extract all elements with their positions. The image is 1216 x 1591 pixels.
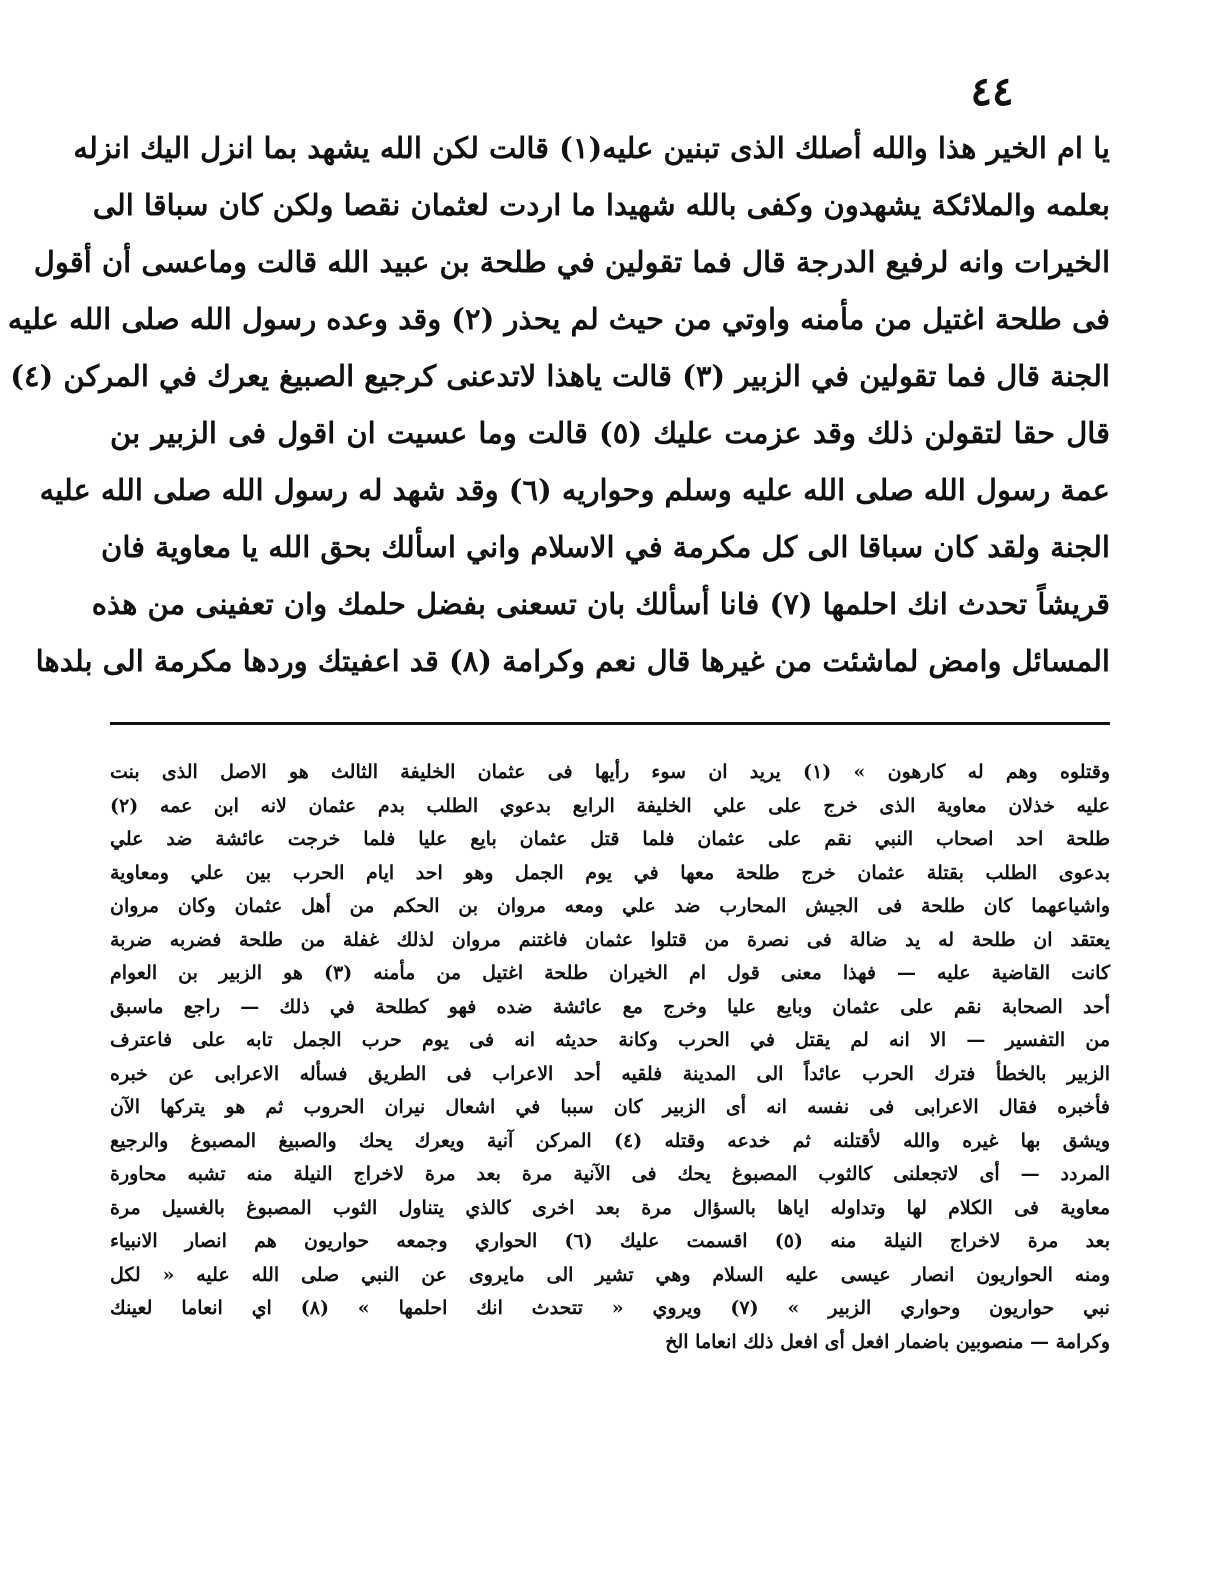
page-number: ٤٤: [970, 68, 1014, 115]
footnote-line: ويشق بها غيره والله لأقتلنه ثم خدعه وقتله (٤) المركن آنية ويعرك يحك والصبيغ المصبوغ والرجيع: [110, 1129, 1110, 1152]
main-text-line: فى طلحة اغتيل من مأمنه واوتي من حيث لم يحذر (٢) وقد وعده رسول الله صلى الله عليه: [7, 302, 1110, 336]
main-text-line: الجنة قال فما تقولين في الزبير (٣) قالت ياهذا لاتدعنى كرجيع الصبيغ يعرك في المركن (٤): [10, 359, 1110, 393]
footnote-line: عليه خذلان معاوية الذى خرج على علي الخليفة الرابع بدعوي الطلب بدم عثمان لانه ابن عمه (٢): [110, 794, 1110, 817]
footnote-line: الزبير بالخطأ فترك الحرب عائداً الى المدينة فلقيه أحد الاعراب فى الطريق فسأله الاعرابى عن خبره: [110, 1062, 1110, 1085]
main-text-line: عمة رسول الله صلى الله عليه وسلم وحواريه (٦) وقد شهد له رسول الله صلى الله عليه: [39, 473, 1110, 507]
footnote-line: واشياعهما كان طلحة فى الجيش المحارب ضد علي ومعه مروان بن الحكم من أهل عثمان وكان مروان: [110, 895, 1110, 917]
footnote-line: طلحة احد اصحاب النبي نقم على عثمان فلما قتل عثمان بايع عليا فلما خرجت عائشة ضد علي: [110, 828, 1110, 850]
footnote-line: نبي حواريون وحواري الزبير » (٧) ويروي « تتحدث انك احلمها » (٨) اي انعاما لعينك: [110, 1297, 1110, 1319]
main-text-line: المسائل وامض لماشئت من غيرها قال نعم وكرامة (٨) قد اعفيتك وردها مكرمة الى بلدها: [35, 644, 1110, 678]
main-text-line: يا ام الخير هذا والله أصلك الذى تبنين عليه(١) قالت لكن الله يشهد بما انزل اليك انزله: [73, 131, 1110, 165]
main-text-line: الخيرات وانه لرفيع الدرجة قال فما تقولين في طلحة بن عبيد الله قالت وماعسى أن أقول: [33, 245, 1110, 279]
footnote-line: وقتلوه وهم له كارهون » (١) يريد ان سوء رأيها فى عثمان الخليفة الثالث هو الاصل الذى بنت: [110, 761, 1111, 783]
footnote-line: ومنه الحواريون انصار عيسى عليه السلام وهي تشير الى مايروى عن النبي صلى الله عليه « لكل: [110, 1263, 1110, 1286]
main-text-line: الجنة ولقد كان سباقا الى كل مكرمة في الاسلام واني اسألك بحق الله يا معاوية فان: [101, 530, 1110, 564]
main-text-line: بعلمه والملائكة يشهدون وكفى بالله شهيدا ما اردت لعثمان نقصا ولكن كان سباقا الى: [92, 188, 1110, 222]
footnote-line: يعتقد ان طلحة له يد ضالة فى نصرة من قتلوا عثمان فاغتنم مروان لذلك غفلة من طلحة فضربه ضربة: [110, 928, 1110, 951]
main-text-line: قريشاً تحدث انك احلمها (٧) فانا أسألك بان تسعنى بفضل حلمك وان تعفينى من هذه: [91, 587, 1110, 621]
footnotes-block: [110, 756, 1110, 1359]
main-text-block: [7, 120, 1110, 690]
footnote-line: كانت القاضية عليه — فهذا معنى قول ام الخيران طلحة اغتيل من مأمنه (٣) هو الزبير بن العوام: [110, 962, 1111, 984]
footnote-line: أحد الصحابة نقم على عثمان وبايع عليا وخرج مع عائشة ضده فهو كطلحة في ذلك — راجع ماسبق: [110, 995, 1110, 1018]
footnote-line: وكرامة — منصوبين باضمار افعل أى افعل ذلك انعاما الخ: [665, 1330, 1110, 1353]
footnote-line: من التفسير — الا انه لم يقتل في الحرب وكانة حديثه انه فى يوم حرب الجمل تابه على فاعترف: [110, 1029, 1110, 1051]
footnote-line: معاوية فى الكلام لها وتداوله اياها بالسؤال مرة بعد اخرى كالذي يتناول الثوب المصبوغ بالغسيل مرة: [110, 1196, 1110, 1219]
footnote-line: فأخبره فقال الاعرابى فى نفسه انه أى الزبير كان سببا في اشعال نيران الحروب ثم هو يتركها الآن: [110, 1096, 1110, 1118]
footnote-line: بدعوى الطلب بقتلة عثمان خرج طلحة معها في يوم الجمل وهو احد ايام الحرب بين علي ومعاوية: [110, 861, 1110, 884]
footnote-divider: [110, 722, 1110, 725]
main-text-line: قال حقا لتقولن ذلك وقد عزمت عليك (٥) قالت وما عسيت ان اقول فى الزبير بن: [110, 416, 1110, 450]
footnote-line: المردد — أى لاتجعلنى كالثوب المصبوغ يحك فى الآنية مرة بعد مرة لاخراج النيلة منه تشبه محاورة: [110, 1163, 1110, 1185]
footnote-line: بعد مرة لاخراج النيلة منه (٥) اقسمت عليك (٦) الحواري وجمعه حواريون هم انصار الانبياء: [110, 1230, 1110, 1252]
